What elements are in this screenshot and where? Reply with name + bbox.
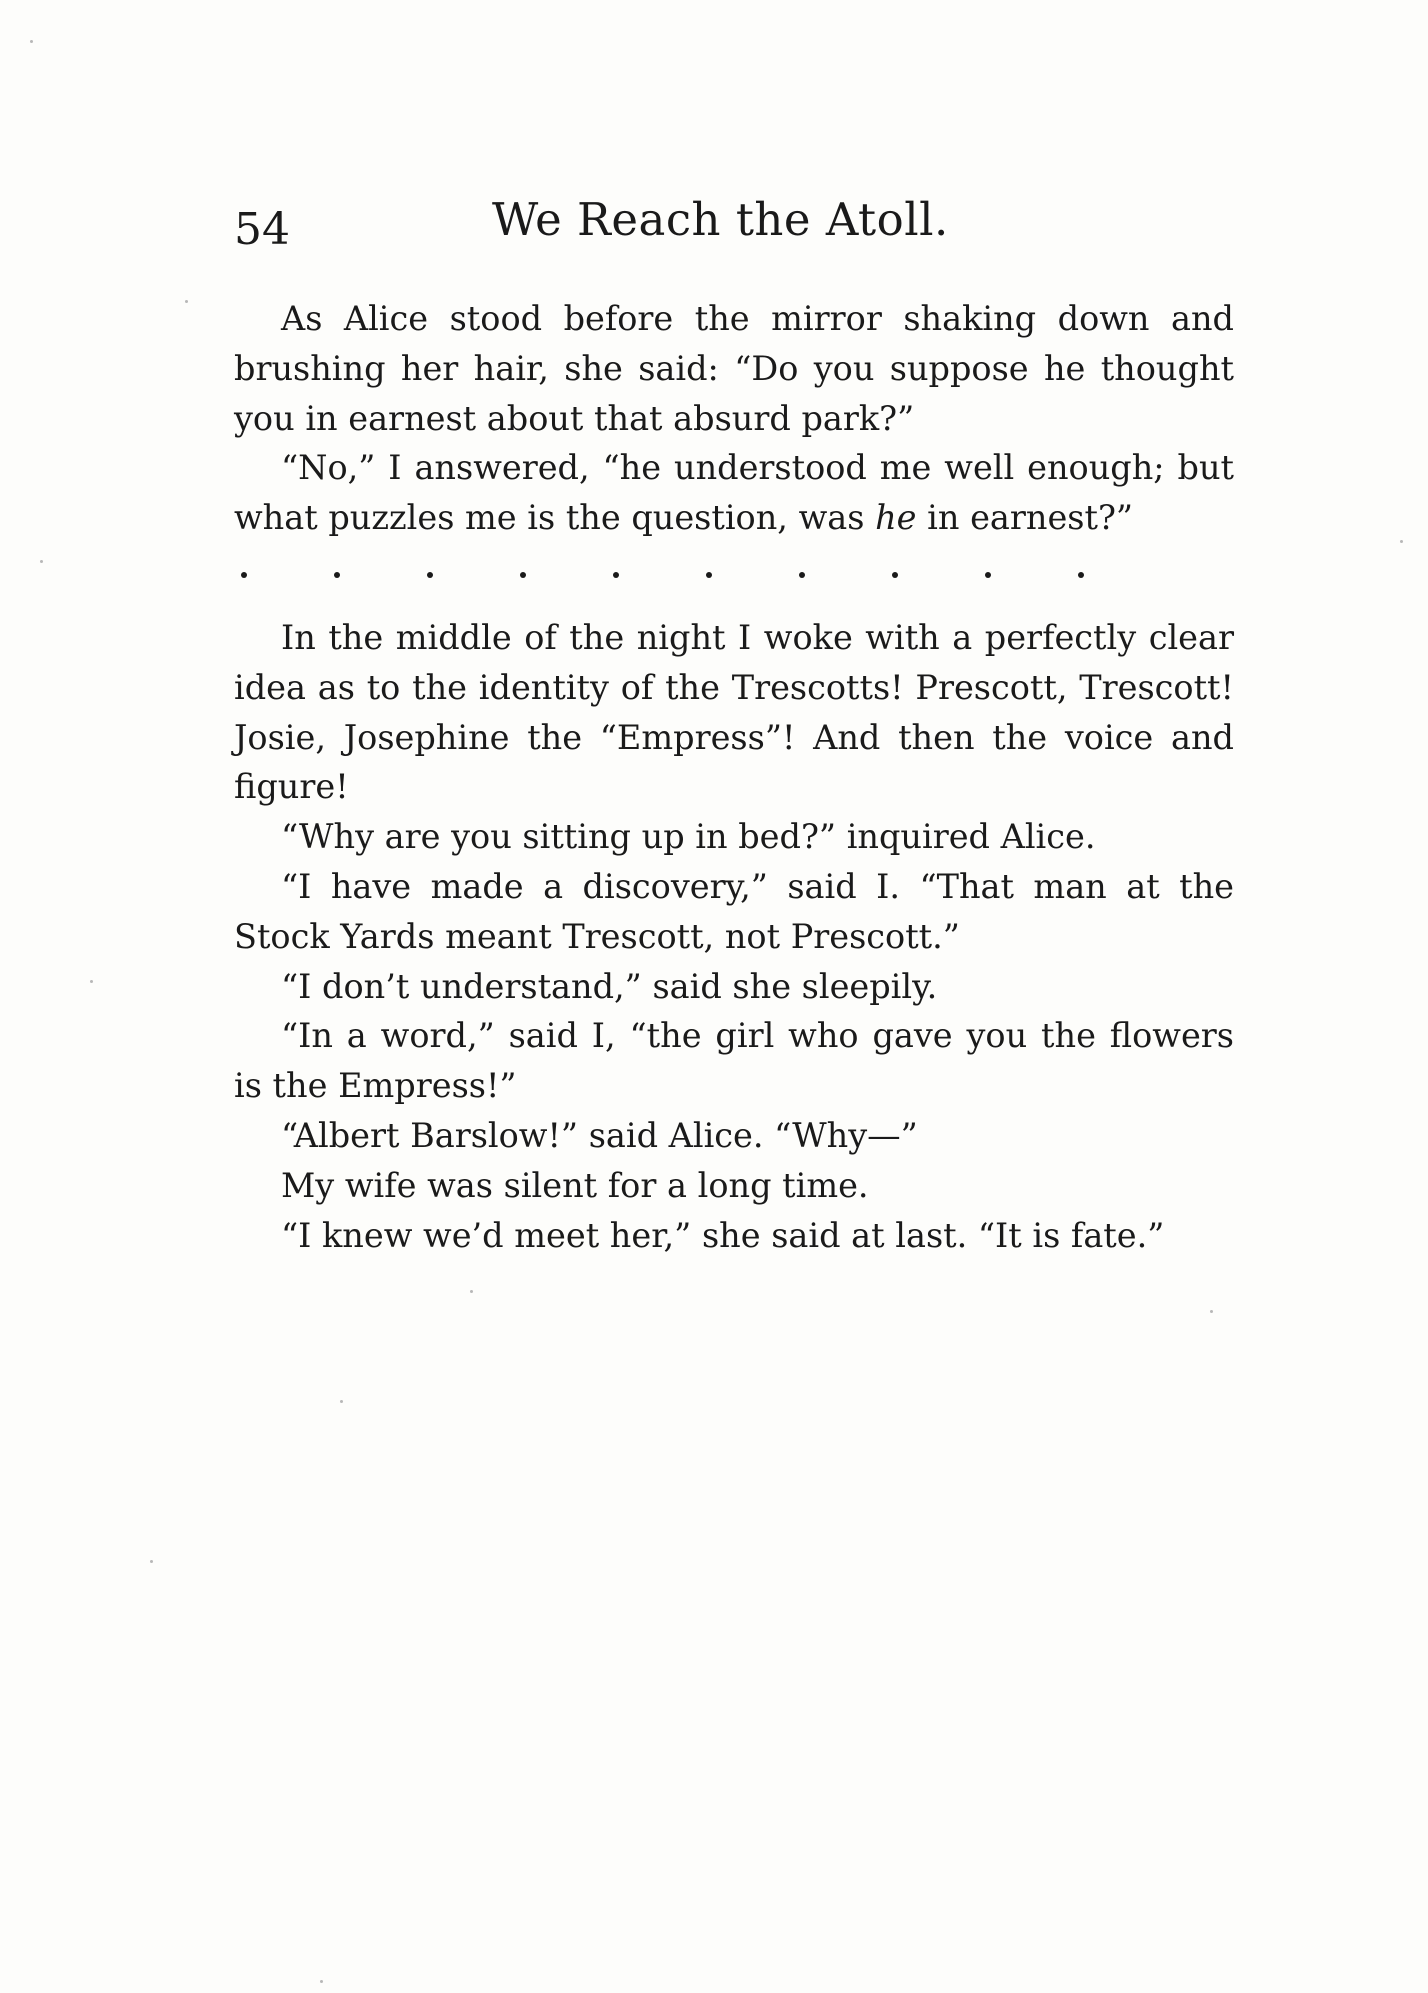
paper-speck [40,560,43,563]
dot [1078,572,1084,578]
page-number: 54 [234,204,290,255]
dot [520,572,526,578]
paper-speck [320,1980,323,1983]
body-text [234,294,1234,1260]
page-header [234,192,1234,255]
paragraph-text: “No,” I answered, “he understood me well enough; but what puzzles me is the question, was [234,448,1234,538]
paragraph: In the middle of the night I woke with a perfectly clear idea as to the identity of the Trescotts! Prescott, Trescott! Josie, Josephine the “Empress”! And then the voice and figure! [234,617,1234,807]
paper-speck [185,300,188,303]
paper-speck [30,40,33,43]
paper-speck [1210,1310,1213,1313]
dot [706,572,712,578]
dot [892,572,898,578]
dot [427,572,433,578]
paragraph: “I knew we’d meet her,” she said at last. “It is fate.” [281,1215,1165,1255]
dot [334,572,340,578]
dot [799,572,805,578]
dot [241,572,247,578]
paragraph: “I have made a discovery,” said I. “That man at the Stock Yards meant Trescott, not Prescott.” [234,866,1234,956]
paragraph-text: in earnest?” [916,498,1134,538]
paper-speck [90,980,93,983]
running-title: We Reach the Atoll. [492,193,949,246]
paragraph: My wife was silent for a long time. [281,1165,869,1205]
paper-speck [150,1560,153,1563]
paragraph [234,443,1234,543]
section-break-dots [234,543,1234,613]
paper-speck [1400,540,1403,543]
paragraph: “I don’t understand,” said she sleepily. [281,966,938,1006]
paragraph: “Why are you sitting up in bed?” inquired Alice. [281,817,1096,857]
paragraph: “Albert Barslow!” said Alice. “Why—” [281,1115,918,1155]
dot [985,572,991,578]
paper-speck [340,1400,343,1403]
emphasis: he [875,498,917,538]
paragraph: As Alice stood before the mirror shaking down and brushing her hair, she said: “Do you suppose he thought you in earnest about that absurd park?” [234,299,1234,438]
dot [613,572,619,578]
paper-speck [470,1290,473,1293]
paragraph: “In a word,” said I, “the girl who gave you the flowers is the Empress!” [234,1016,1234,1106]
